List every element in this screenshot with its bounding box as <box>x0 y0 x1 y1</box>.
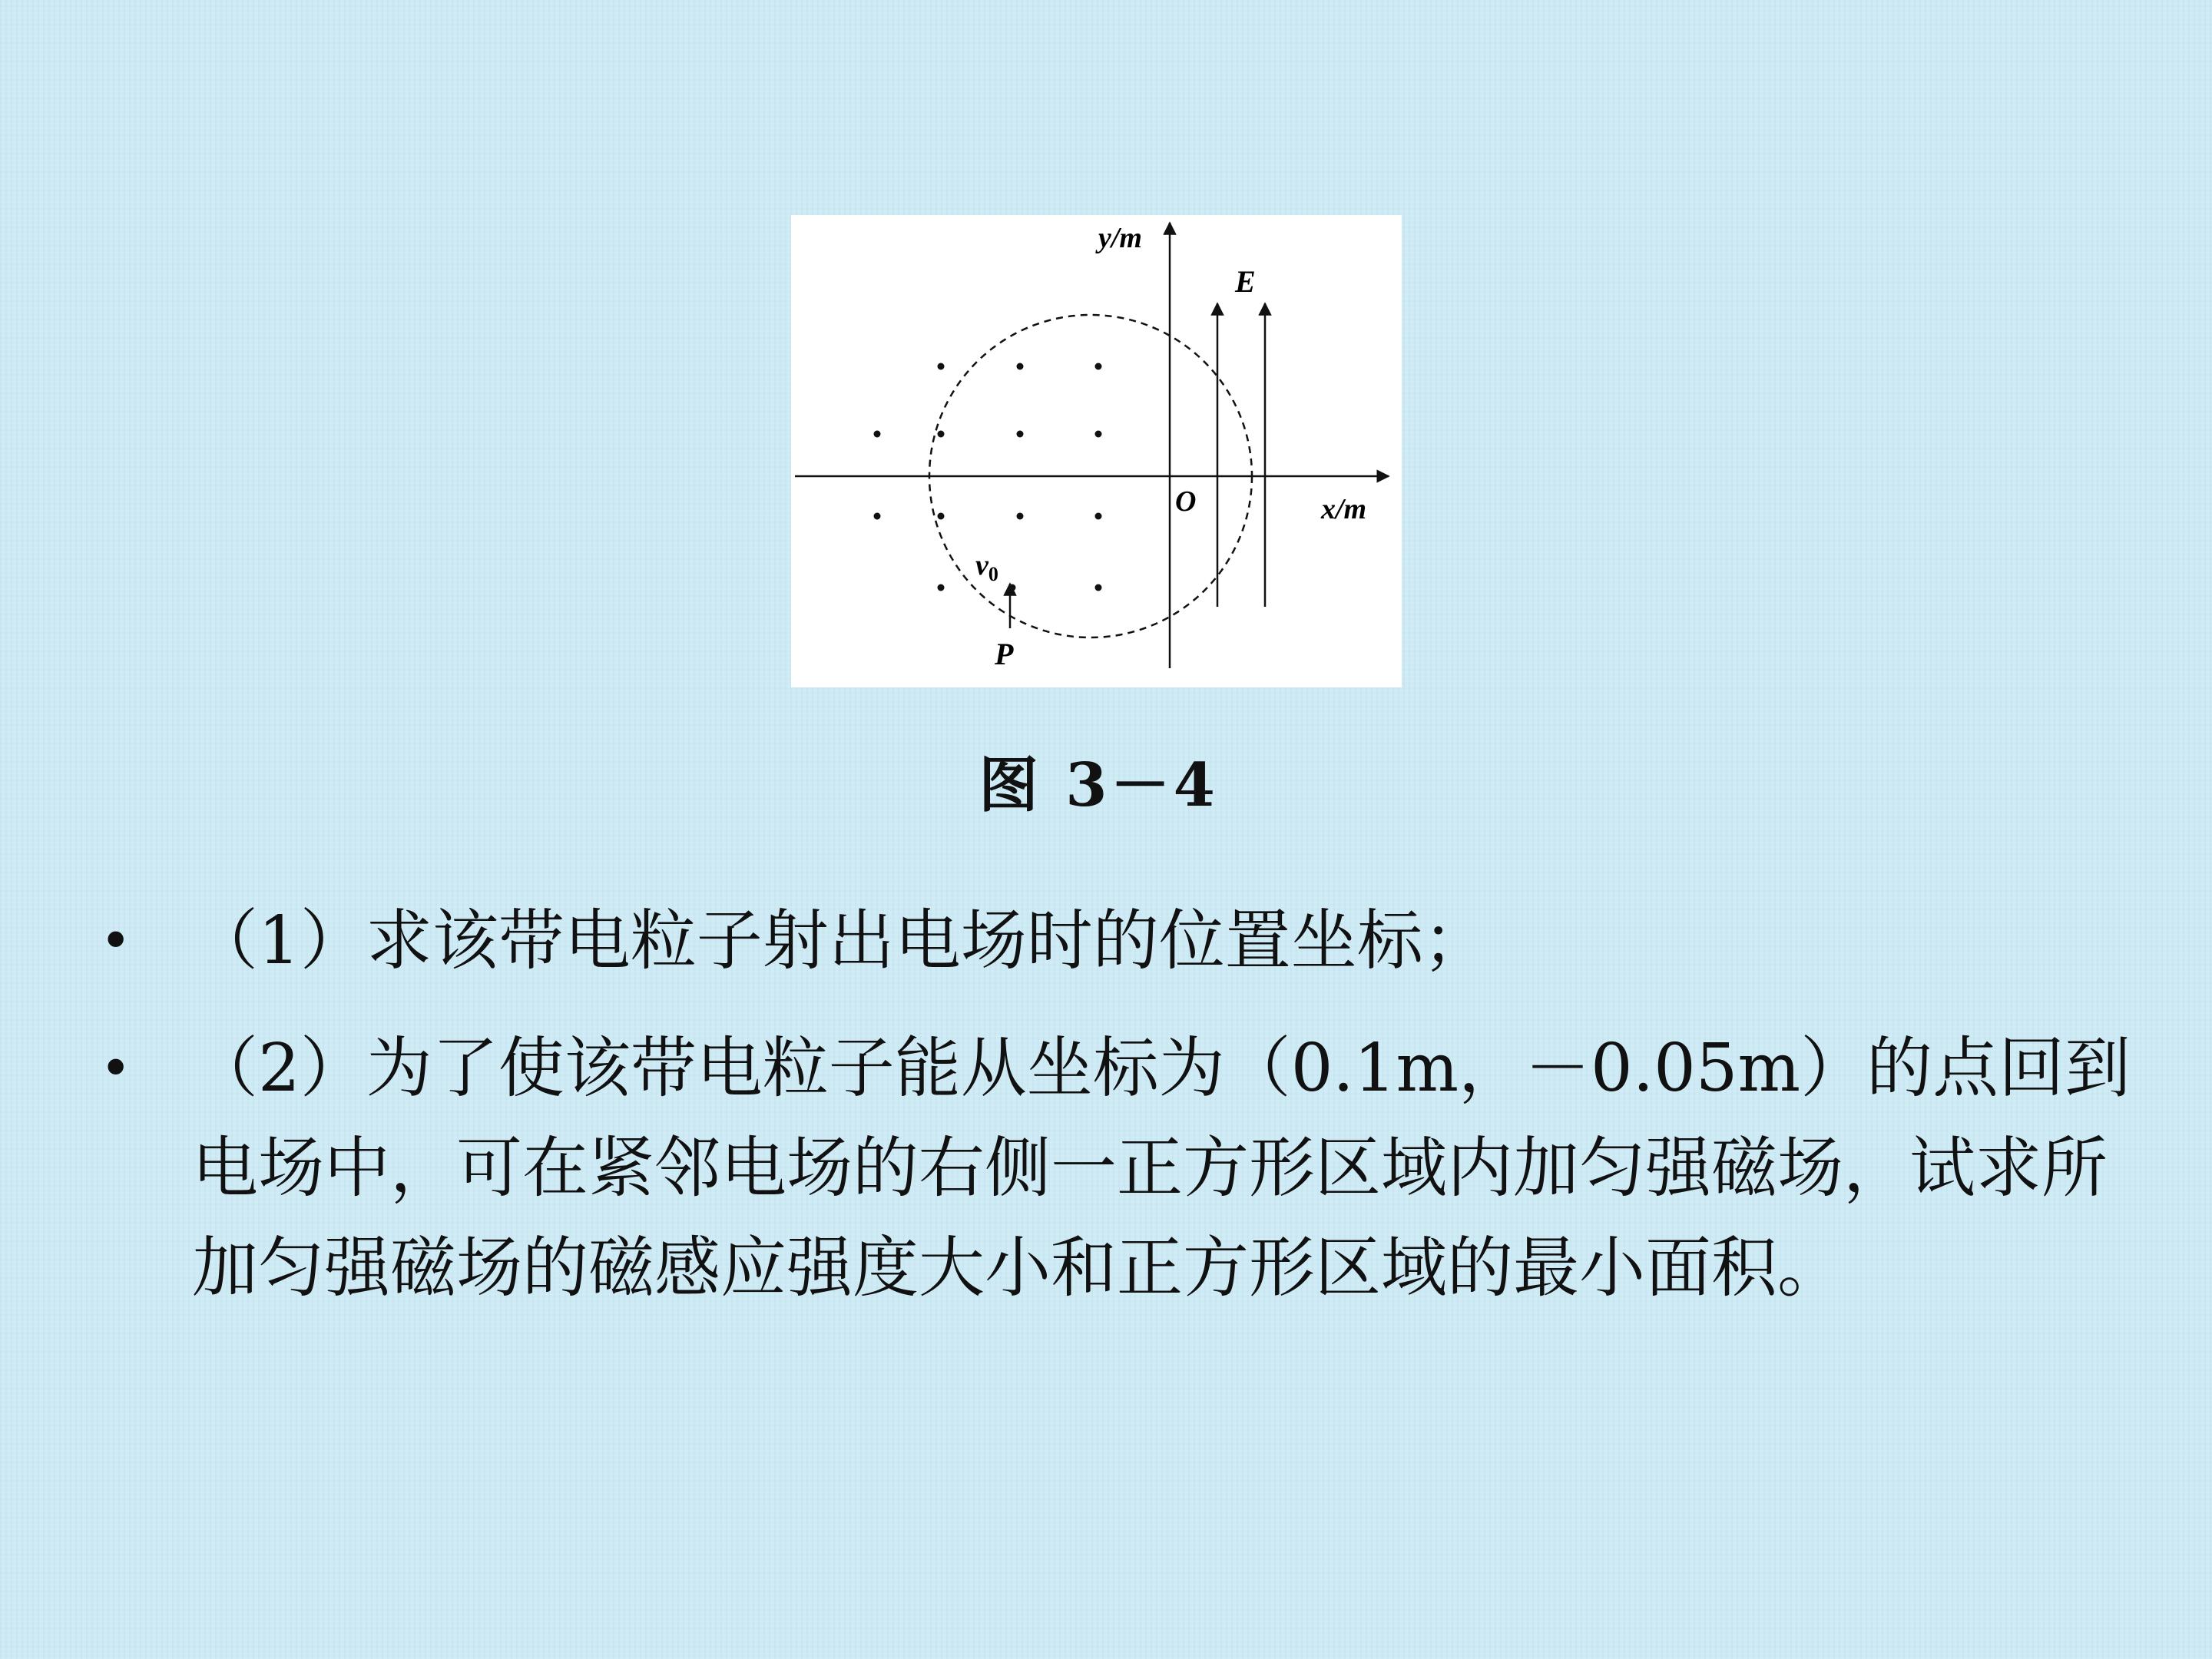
bullet-marker: • <box>100 909 132 972</box>
field-dot <box>938 513 945 520</box>
field-dot <box>1017 431 1024 438</box>
point-label: P <box>995 637 1014 671</box>
field-dot <box>874 513 881 520</box>
field-dot <box>938 431 945 438</box>
field-dot <box>874 431 881 438</box>
question-item <box>92 1018 2166 1318</box>
figure-caption: 图 3－4 <box>979 750 1218 820</box>
field-dot <box>938 363 945 370</box>
field-dot <box>938 584 945 591</box>
field-dot <box>1017 513 1024 520</box>
question-list <box>92 891 2166 1346</box>
field-label: E <box>1235 264 1256 299</box>
x-axis-label: x/m <box>1321 493 1367 525</box>
bullet-marker: • <box>100 1037 132 1100</box>
origin-label: O <box>1175 485 1197 518</box>
question-text: （2）为了使该带电粒子能从坐标为（0.1m，－0.05m）的点回到电场中，可在紧邻电场的右侧一正方形区域内加匀强磁场，试求所加匀强磁场的磁感应强度大小和正方形区域的最小面积。 <box>192 1030 2131 1306</box>
field-dot <box>1095 431 1102 438</box>
question-text: （1）求该带电粒子射出电场时的位置坐标； <box>192 902 1489 979</box>
field-dot <box>1095 584 1102 591</box>
field-dot <box>1017 363 1024 370</box>
y-axis-label: y/m <box>1098 222 1142 254</box>
velocity-subscript: 0 <box>988 563 998 585</box>
field-dot <box>1095 513 1102 520</box>
physics-figure <box>791 215 1402 687</box>
field-diagram <box>791 215 1402 687</box>
velocity-symbol: v <box>975 549 988 581</box>
velocity-label <box>975 549 998 585</box>
question-item <box>92 891 2166 991</box>
field-dot <box>1095 363 1102 370</box>
